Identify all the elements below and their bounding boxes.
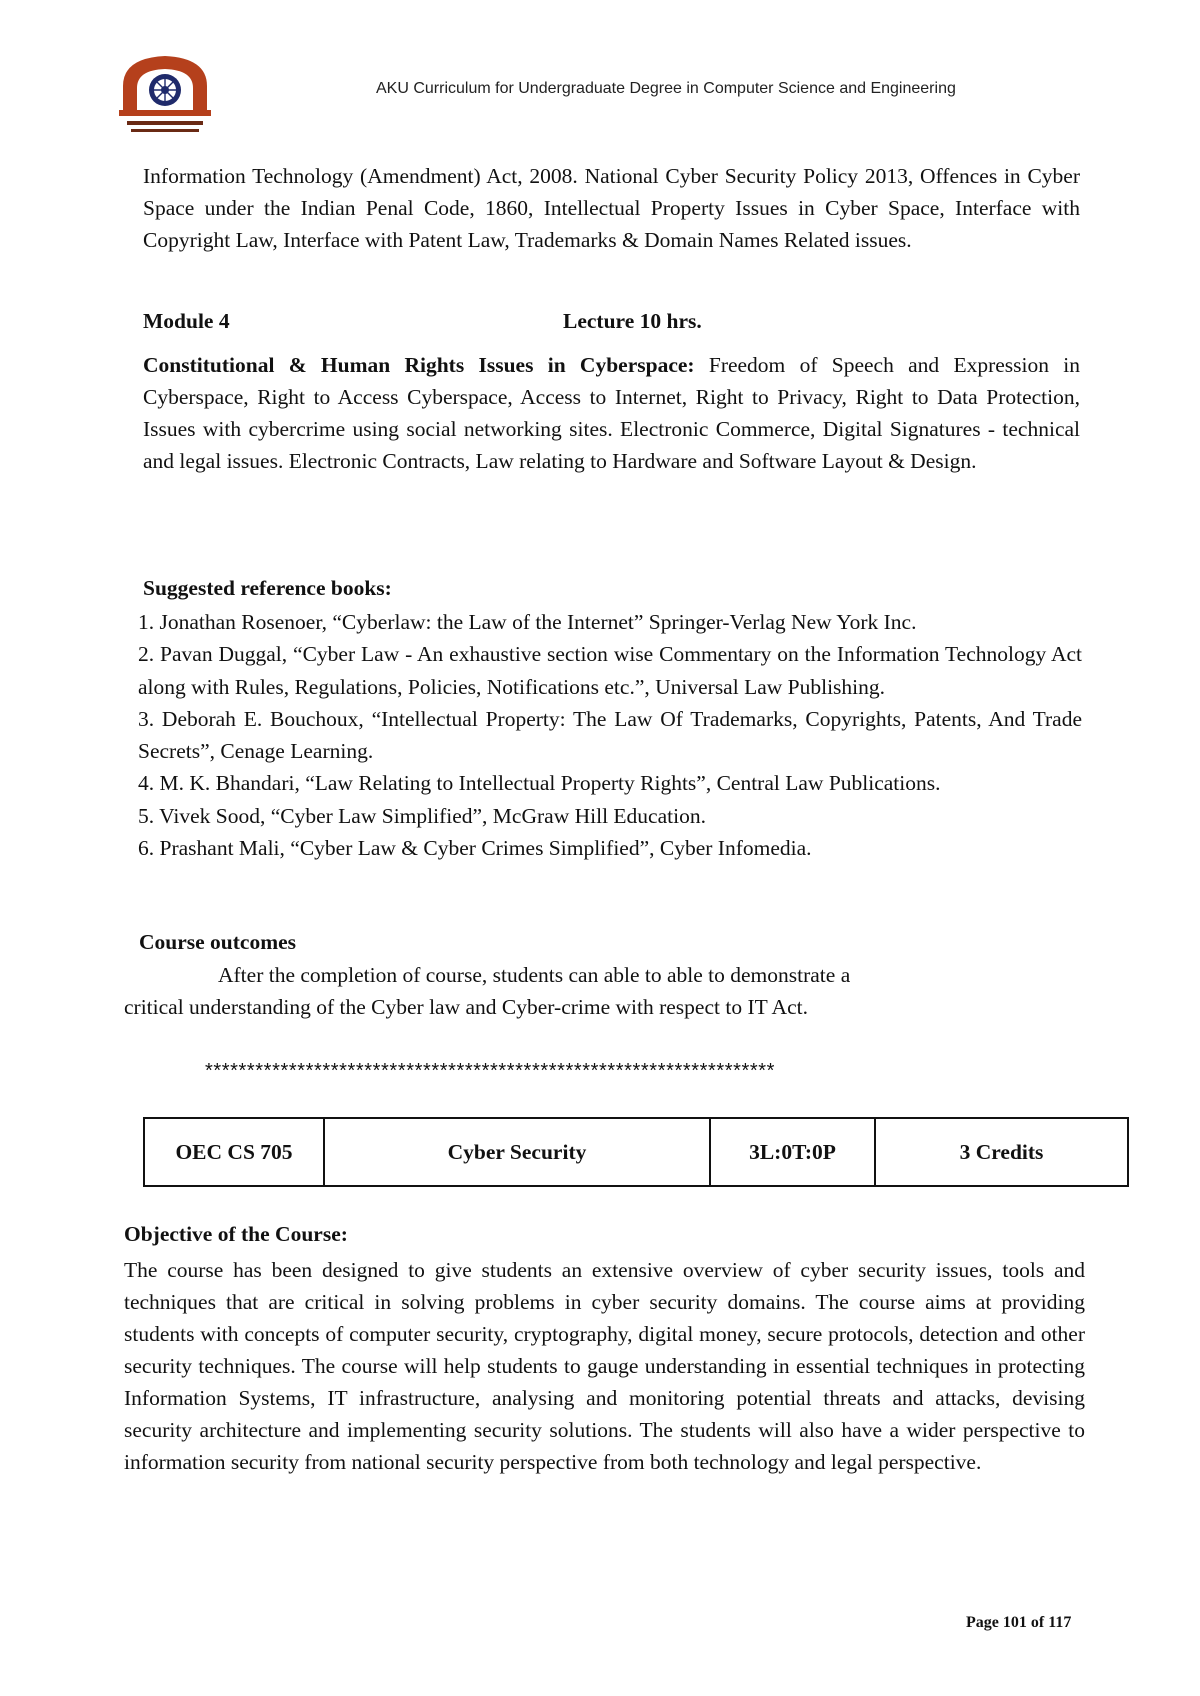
module-label: Module 4 [143, 309, 230, 333]
module-paragraph [143, 349, 1080, 477]
course-code: OEC CS 705 [144, 1118, 324, 1186]
university-seal-icon [117, 52, 213, 140]
outcomes-line-2: critical understanding of the Cyber law and Cyber-crime with respect to IT Act. [124, 995, 808, 1019]
references-heading: Suggested reference books: [143, 576, 392, 600]
reference-item: 3. Deborah E. Bouchoux, “Intellectual Property: The Law Of Trademarks, Copyrights, Patents, And Trade Secrets”, Cenage Learning. [138, 706, 1082, 764]
module-body: Freedom of Speech and Expression in Cyberspace, Right to Access Cyberspace, Access to Internet, Right to Privacy, Right to Data Protection, Issues with cybercrime using social networking sites. Electronic Commerce, Digital Signatures - technical and legal issues. Electronic Contracts, Law relating to Hardware and Software Layout & Design. [143, 353, 1080, 473]
university-logo [117, 52, 213, 140]
objective-heading: Objective of the Course: [124, 1222, 348, 1246]
reference-item: 4. M. K. Bhandari, “Law Relating to Intellectual Property Rights”, Central Law Publications. [138, 771, 941, 796]
references-list [138, 606, 1082, 864]
outcomes-line-1: After the completion of course, students can able to able to demonstrate a [218, 963, 851, 987]
module-heading: Constitutional & Human Rights Issues in Cyberspace: [143, 353, 695, 377]
reference-item: 1. Jonathan Rosenoer, “Cyberlaw: the Law of the Internet” Springer-Verlag New York Inc. [138, 610, 917, 634]
lecture-hours: Lecture 10 hrs. [563, 309, 702, 333]
separator: ******************************************************************** [205, 1060, 776, 1082]
course-name: Cyber Security [324, 1118, 710, 1186]
reference-item: 6. Prashant Mali, “Cyber Law & Cyber Crimes Simplified”, Cyber Infomedia. [138, 836, 812, 861]
objective-body: The course has been designed to give students an extensive overview of cyber security issues, tools and techniques that are critical in solving problems in cyber security domains. The course aims at providing students with concepts of computer security, cryptography, digital money, secure protocols, detection and other security techniques. The course will help students to gauge understanding in essential techniques in protecting Information Systems, IT infrastructure, analysing and monitoring potential threats and attacks, devising security architecture and implementing security solutions. The students will also have a wider perspective to information security from national security perspective from both technology and legal perspective. [124, 1258, 1085, 1474]
course-ltp: 3L:0T:0P [710, 1118, 875, 1186]
reference-item: 5. Vivek Sood, “Cyber Law Simplified”, McGraw Hill Education. [138, 803, 706, 828]
page-number: Page 101 of 117 [966, 1614, 1072, 1631]
header-title: AKU Curriculum for Undergraduate Degree in Computer Science and Engineering [376, 80, 956, 97]
outcomes-heading: Course outcomes [139, 930, 297, 954]
course-credits: 3 Credits [875, 1118, 1128, 1186]
table-row [144, 1118, 1128, 1186]
intro-paragraph: Information Technology (Amendment) Act, 2008. National Cyber Security Policy 2013, Offences in Cyber Space under the Indian Penal Code, 1860, Intellectual Property Issues in Cyber Space, Interface with Copyright Law, Interface with Patent Law, Trademarks & Domain Names Related issues. [143, 164, 1080, 252]
course-table [143, 1117, 1129, 1187]
reference-item: 2. Pavan Duggal, “Cyber Law - An exhaustive section wise Commentary on the Information Technology Act along with Rules, Regulations, Policies, Notifications etc.”, Universal Law Publishing. [138, 642, 1082, 699]
